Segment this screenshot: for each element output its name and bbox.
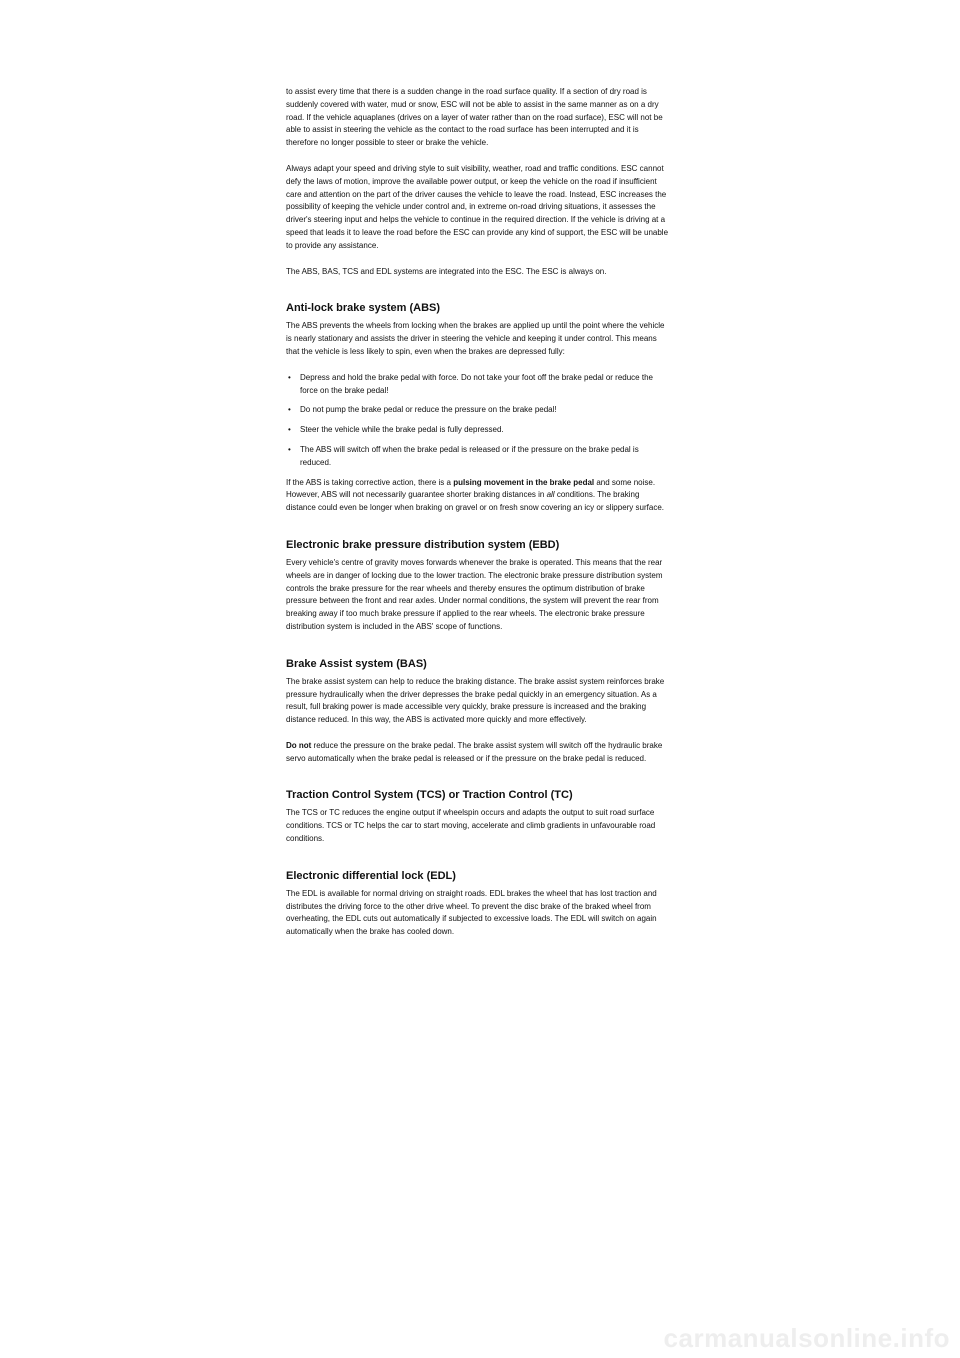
- ebd-paragraph-1: Every vehicle's centre of gravity moves forwards whenever the brake is operated. This means that the rear wheels are in danger of locking due to the lower traction. The electronic brake pressure distribution system controls the brake pressure for the rear wheels and thereby ensures the optimum distribution of brake pressure between the front and rear axles. Under normal conditions, the system will prevent the rear from breaking away if too much brake pressure if applied to the rear wheels. The electronic brake pressure distribution system is included in the ABS' scope of functions.: [286, 557, 663, 631]
- intro-paragraph-2: Always adapt your speed and driving style to suit visibility, weather, road and traffic conditions. ESC cannot defy the laws of motion, improve the available power output, or keep the vehicle on the road if insufficient care and attention on the part of the driver causes the vehicle to leave the road. Instead, ESC increases the possibility of keeping the vehicle under control and, in extreme on-road driving situations, it assesses the driver's steering input and helps the vehicle to continue in the required direction. If the vehicle is driving at a speed that leads it to leave the road before the ESC can provide any kind of support, the ESC will be unable to provide any assistance.: [286, 163, 669, 250]
- manual-page-content: [286, 86, 670, 939]
- abs-heading: Anti-lock brake system (ABS): [286, 302, 441, 315]
- ebd-heading: Electronic brake pressure distribution system (EBD): [286, 538, 560, 551]
- edl-section: [286, 870, 670, 939]
- abs-bullet-item: • Steer the vehicle while the brake pedal is fully depressed.: [286, 424, 670, 437]
- edl-heading: Electronic differential lock (EDL): [286, 869, 456, 882]
- bullet-icon: •: [288, 372, 291, 382]
- bullet-icon: •: [288, 444, 291, 454]
- abs-all-emphasis: all: [546, 490, 555, 500]
- bas-section: [286, 658, 670, 766]
- tcs-paragraph-1: The TCS or TC reduces the engine output if wheelspin occurs and adapts the output to suit road surface conditions. TCS or TC helps the car to start moving, accelerate and climb gradients in unfavourable road conditions.: [286, 808, 656, 844]
- tcs-heading: Traction Control System (TCS) or Traction Control (TC): [286, 789, 573, 802]
- bullet-icon: •: [288, 405, 291, 415]
- bas-heading: Brake Assist system (BAS): [286, 657, 427, 670]
- tcs-section: [286, 789, 670, 845]
- intro-paragraph-1: to assist every time that there is a sudden change in the road surface quality. If a section of dry road is suddenly covered with water, mud or snow, ESC will not be able to assist in the same manner as on a dry road. If the vehicle aquaplanes (drives on a layer of water rather than on the road surface), ESC will not be able to assist in steering the vehicle as the contact to the road surface has been interrupted and it is therefore no longer possible to steer or brake the vehicle.: [286, 87, 663, 148]
- abs-bullet-item: • Do not pump the brake pedal or reduce the pressure on the brake pedal!: [286, 404, 670, 417]
- abs-pulsing-emphasis: pulsing movement in the brake pedal: [453, 477, 595, 487]
- bas-paragraph-2: Do not reduce the pressure on the brake pedal. The brake assist system will switch off the hydraulic brake servo automatically when the brake pedal is released or if the pressure on the brake pedal is reduced.: [286, 740, 663, 763]
- bullet-icon: •: [288, 425, 291, 435]
- bas-do-not-emphasis: Do not: [286, 740, 312, 750]
- bas-paragraph-1: The brake assist system can help to reduce the braking distance. The brake assist system reinforces brake pressure hydraulically when the driver depresses the brake pedal quickly in an emergency situation. As a result, full braking power is made accessible very quickly, brake pressure is increased and the braking distance reduced. In this way, the ABS is activated more quickly and more effectively.: [286, 676, 665, 725]
- abs-paragraph-1: The ABS prevents the wheels from locking when the brakes are applied up until the point where the vehicle is nearly stationary and assists the driver in steering the vehicle and keeping it under control. This means that the vehicle is less likely to spin, even when the brakes are depressed fully:: [286, 321, 665, 356]
- ebd-section: [286, 539, 670, 634]
- abs-bullet-item: • The ABS will switch off when the brake pedal is released or if the pressure on the brake pedal is reduced.: [288, 444, 639, 467]
- abs-paragraph-2: If the ABS is taking corrective action, there is a pulsing movement in the brake pedal and some noise. However, ABS will not necessarily guarantee shorter braking distances in all conditions. The braking distance could even be longer when braking on gravel or on fresh snow covering an icy or slippery surface.: [286, 477, 664, 513]
- intro-paragraph-3: The ABS, BAS, TCS and EDL systems are integrated into the ESC. The ESC is always on.: [286, 266, 607, 276]
- abs-bullet-list: [286, 372, 670, 470]
- abs-section: [286, 302, 670, 515]
- site-watermark: carmanualsonline.info: [663, 1323, 950, 1353]
- edl-paragraph-1: The EDL is available for normal driving on straight roads. EDL brakes the wheel that has lost traction and distributes the driving force to the other drive wheel. To prevent the disc brake of the braked wheel from overheating, the EDL cuts out automatically if subjected to excessive loads. The EDL will switch on again automatically when the brake has cooled down.: [286, 888, 657, 937]
- abs-bullet-item: • Depress and hold the brake pedal with force. Do not take your foot off the brake pedal or reduce the force on the brake pedal!: [288, 372, 653, 395]
